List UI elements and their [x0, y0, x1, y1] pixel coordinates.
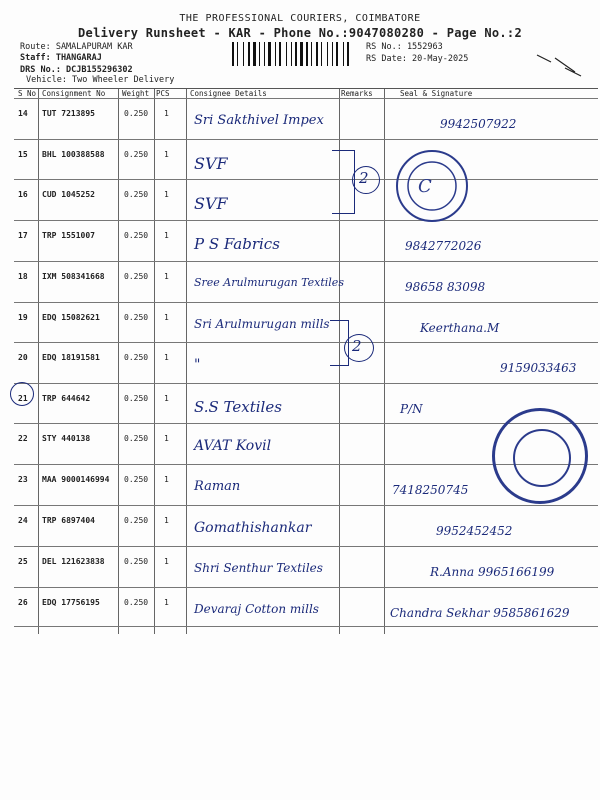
- row-signature: Keerthana.M: [420, 321, 500, 335]
- row-consignee: Sree Arulmurugan Textiles: [194, 276, 344, 289]
- row-pcs: 1: [164, 190, 169, 199]
- rs-number: RS No.: 1552963: [366, 42, 443, 52]
- row-sno: 19: [18, 313, 28, 322]
- row-weight: 0.250: [124, 313, 149, 322]
- table-row: [14, 505, 598, 547]
- row-signature: 9159033463: [500, 361, 577, 375]
- row-sno: 17: [18, 231, 28, 240]
- row-pcs: 1: [164, 434, 169, 443]
- row-sno: 25: [18, 557, 28, 566]
- row-consignee: S.S Textiles: [194, 398, 282, 416]
- remark-circle-15: 2: [352, 166, 380, 194]
- row-signature: Chandra Sekhar 9585861629: [390, 606, 570, 620]
- row-weight: 0.250: [124, 272, 149, 281]
- drs-label: DRS No.: DCJB155296302: [20, 65, 133, 75]
- row-weight: 0.250: [124, 557, 149, 566]
- row-pcs: 1: [164, 272, 169, 281]
- col-signature: Seal & Signature: [400, 89, 473, 98]
- row-consignment-no: IXM 508341668: [42, 272, 105, 281]
- row-consignee: Raman: [194, 479, 241, 494]
- row-pcs: 1: [164, 109, 169, 118]
- row-sno: 24: [18, 516, 28, 525]
- runsheet-table: [14, 88, 598, 634]
- vehicle-label: Vehicle: Two Wheeler Delivery: [26, 75, 175, 85]
- row-signature: 9842772026: [405, 239, 482, 253]
- row-consignee: SVF: [194, 154, 228, 173]
- table-row: [14, 220, 598, 262]
- row-weight: 0.250: [124, 516, 149, 525]
- row-pcs: 1: [164, 231, 169, 240]
- table-row: [14, 139, 598, 180]
- row-signature: P/N: [400, 402, 423, 416]
- row-pcs: 1: [164, 598, 169, 607]
- row-weight: 0.250: [124, 394, 149, 403]
- col-consignment: Consignment No: [42, 89, 106, 98]
- row-signature: 9942507922: [440, 117, 517, 131]
- rs-date: RS Date: 20-May-2025: [366, 54, 469, 64]
- row-pcs: 1: [164, 516, 169, 525]
- row-signature: 98658 83098: [405, 280, 486, 294]
- row-consignee: SVF: [194, 194, 228, 213]
- row-pcs: 1: [164, 313, 169, 322]
- row-consignee: Sri Arulmurugan mills: [194, 317, 330, 331]
- row-sno: 14: [18, 109, 28, 118]
- row-consignment-no: MAA 9000146994: [42, 475, 110, 484]
- col-remarks: Remarks: [341, 89, 373, 98]
- row-consignment-no: TUT 7213895: [42, 109, 95, 118]
- row-consignment-no: TRP 6897404: [42, 516, 95, 525]
- row-consignee: Sri Sakthivel Impex: [194, 113, 324, 128]
- row-consignment-no: EDQ 15082621: [42, 313, 100, 322]
- company-title: THE PROFESSIONAL COURIERS, COIMBATORE: [179, 13, 421, 24]
- table-row: [14, 261, 598, 303]
- row-consignment-no: BHL 100388588: [42, 150, 105, 159]
- row-consignee: Shri Senthur Textiles: [194, 561, 323, 575]
- row-pcs: 1: [164, 150, 169, 159]
- remark-circle-19: 2: [344, 334, 374, 362]
- row-pcs: 1: [164, 394, 169, 403]
- bracket-15-16: [332, 150, 355, 214]
- row-consignee: Gomathishankar: [194, 520, 312, 536]
- row-sno: 21: [18, 394, 28, 403]
- col-consignee: Consignee Details: [190, 89, 267, 98]
- row-consignee: P S Fabrics: [194, 235, 280, 253]
- row-weight: 0.250: [124, 231, 149, 240]
- row-sno: 23: [18, 475, 28, 484]
- row-sno: 16: [18, 190, 28, 199]
- table-row: [14, 546, 598, 588]
- row-consignee: Devaraj Cotton mills: [194, 602, 319, 616]
- seal-stamp-cotton: [492, 408, 588, 504]
- barcode: [232, 42, 357, 66]
- row-weight: 0.250: [124, 475, 149, 484]
- seal-stamp-vinayaka: [396, 150, 468, 222]
- row-consignment-no: TRP 644642: [42, 394, 91, 403]
- row-consignment-no: DEL 121623838: [42, 557, 105, 566]
- row-weight: 0.250: [124, 353, 149, 362]
- row-consignment-no: TRP 1551007: [42, 231, 95, 240]
- row-weight: 0.250: [124, 598, 149, 607]
- col-sno: S No: [18, 89, 37, 98]
- row-signature: 7418250745: [392, 483, 469, 497]
- row-weight: 0.250: [124, 150, 149, 159]
- row-consignee: ": [194, 357, 201, 373]
- row-pcs: 1: [164, 353, 169, 362]
- circled-row-21: [10, 382, 34, 406]
- row-signature: R.Anna 9965166199: [430, 565, 555, 579]
- row-weight: 0.250: [124, 434, 149, 443]
- runsheet-subtitle: Delivery Runsheet - KAR - Phone No.:9047080280 - Page No.:2: [78, 26, 522, 40]
- row-consignee: AVAT Kovil: [194, 438, 272, 454]
- row-sno: 15: [18, 150, 28, 159]
- row-sno: 26: [18, 598, 28, 607]
- row-pcs: 1: [164, 557, 169, 566]
- corner-mark: [535, 50, 585, 80]
- staff-label: Staff: THANGARAJ: [20, 53, 102, 63]
- row-signature: 9952452452: [436, 524, 513, 538]
- col-weight: Weight: [122, 89, 150, 98]
- table-row: [14, 302, 598, 343]
- bracket-19-20: [330, 320, 349, 366]
- row-weight: 0.250: [124, 109, 149, 118]
- row-weight: 0.250: [124, 190, 149, 199]
- table-row: [14, 587, 598, 627]
- svg-text:C: C: [418, 176, 432, 197]
- table-row: [14, 98, 598, 140]
- table-row: [14, 179, 598, 221]
- row-consignment-no: CUD 1045252: [42, 190, 95, 199]
- row-consignment-no: EDQ 18191581: [42, 353, 100, 362]
- row-consignment-no: STY 440138: [42, 434, 91, 443]
- row-sno: 22: [18, 434, 28, 443]
- table-row: [14, 342, 598, 384]
- col-pcs: PCS: [156, 89, 170, 98]
- row-consignment-no: EDQ 17756195: [42, 598, 100, 607]
- row-sno: 18: [18, 272, 28, 281]
- row-sno: 20: [18, 353, 28, 362]
- route-label: Route: SAMALAPURAM KAR: [20, 42, 133, 52]
- row-pcs: 1: [164, 475, 169, 484]
